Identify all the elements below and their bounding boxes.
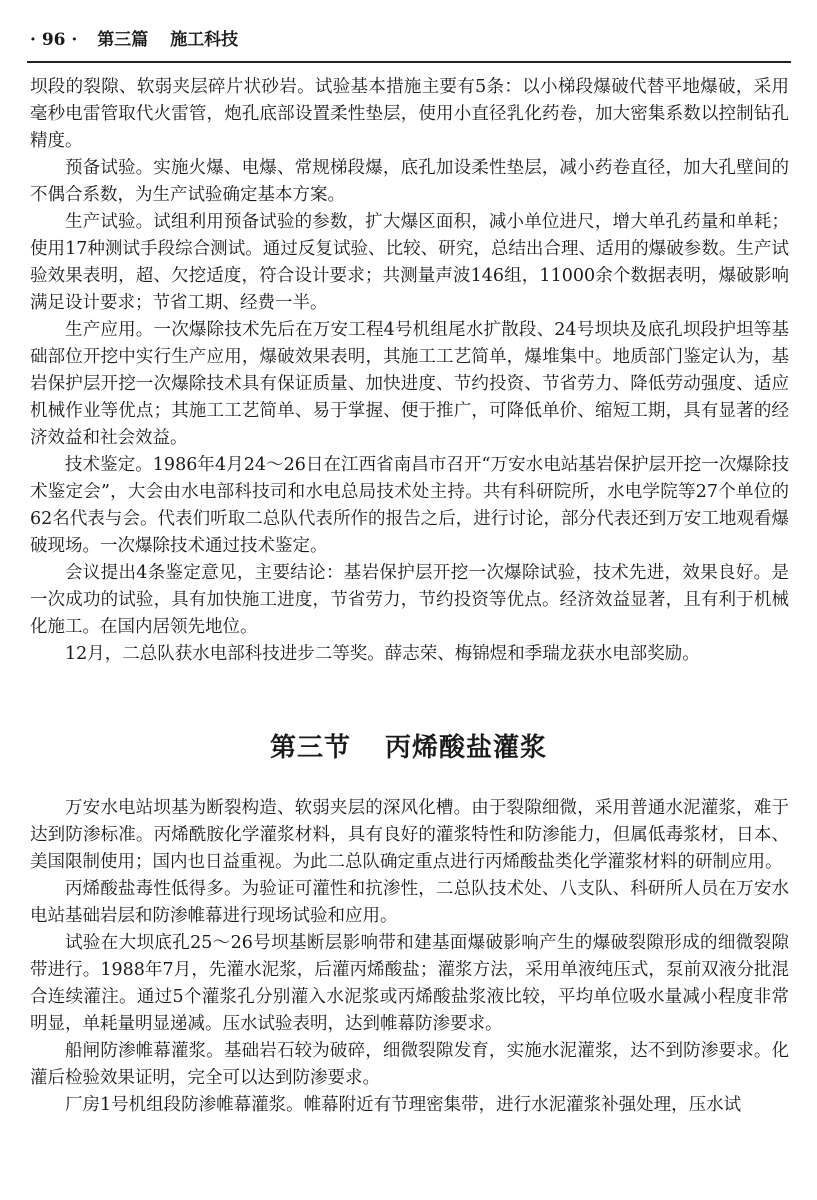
paragraph: 丙烯酸盐毒性低得多。为验证可灌性和抗渗性，二总队技术处、八支队、科研所人员在万安水电站基础岩层和防渗帷幕进行现场试验和应用。 — [30, 879, 789, 926]
body-text-upper — [30, 74, 789, 668]
paragraph: 试验在大坝底孔25～26号坝基断层影响带和建基面爆破影响产生的爆破裂隙形成的细微裂隙带进行。1988年7月，先灌水泥浆，后灌丙烯酸盐；灌浆方法，采用单液纯压式，泵前双液分批混合连续灌注。通过5个灌浆孔分别灌入水泥浆或丙烯酸盐浆液比较，平均单位吸水量减小程度非常明显，单耗量明显递减。压水试验表明，达到帷幕防渗要求。 — [30, 933, 789, 1034]
header-rule — [27, 61, 791, 63]
paragraph: 12月，二总队获水电部科技进步二等奖。薛志荣、梅锦煜和季瑞龙获水电部奖励。 — [65, 644, 700, 664]
paragraph: 生产试验。试组利用预备试验的参数，扩大爆区面积，减小单位进尺，增大单孔药量和单耗；使用17种测试手段综合测试。通过反复试验、比较、研究，总结出合理、适用的爆破参数。生产试验效果表明，超、欠挖适度，符合设计要求；共测量声波146组，11000余个数据表明，爆破影响满足设计要求；节省工期、经费一半。 — [30, 212, 789, 313]
part-label: 第三篇 — [97, 30, 149, 50]
paragraph: 坝段的裂隙、软弱夹层碎片状砂岩。试验基本措施主要有5条：以小梯段爆破代替平地爆破，采用毫秒电雷管取代火雷管，炮孔底部设置柔性垫层，使用小直径乳化药卷，加大密集系数以控制钻孔精度。 — [30, 77, 789, 151]
paragraph: 万安水电站坝基为断裂构造、软弱夹层的深风化槽。由于裂隙细微，采用普通水泥灌浆，难于达到防渗标准。丙烯酰胺化学灌浆材料，具有良好的灌浆特性和防渗能力，但属低毒浆材，日本、美国限制使用；国内也日益重视。为此二总队确定重点进行丙烯酸盐类化学灌浆材料的研制应用。 — [30, 798, 789, 872]
paragraph: 会议提出4条鉴定意见，主要结论：基岩保护层开挖一次爆除试验，技术先进，效果良好。是一次成功的试验，具有加快施工进度，节省劳力，节约投资等优点。经济效益显著，且有利于机械化施工。在国内居领先地位。 — [30, 563, 789, 637]
paragraph: 技术鉴定。1986年4月24～26日在江西省南昌市召开“万安水电站基岩保护层开挖一次爆除技术鉴定会”，大会由水电部科技司和水电总局技术处主持。共有科研院所，水电学院等27个单位的62名代表与会。代表们听取二总队代表所作的报告之后，进行讨论，部分代表还到万安工地观看爆破现场。一次爆除技术通过技术鉴定。 — [30, 455, 789, 556]
running-header — [30, 28, 238, 52]
page-number: · 96 · — [30, 30, 78, 50]
section-heading — [0, 730, 817, 766]
paragraph: 生产应用。一次爆除技术先后在万安工程4号机组尾水扩散段、24号坝块及底孔坝段护坦等基础部位开挖中实行生产应用，爆破效果表明，其施工工艺简单，爆堆集中。地质部门鉴定认为，基岩保护层开挖一次爆除技术具有保证质量、加快进度、节约投资、节省劳力、降低劳动强度、适应机械作业等优点；其施工工艺简单、易于掌握、便于推广，可降低单价、缩短工期，具有显著的经济效益和社会效益。 — [30, 320, 789, 448]
section-number: 第三节 — [269, 733, 351, 763]
paragraph: 厂房1号机组段防渗帷幕灌浆。帷幕附近有节理密集带，进行水泥灌浆补强处理，压水试 — [65, 1095, 742, 1115]
paragraph: 预备试验。实施火爆、电爆、常规梯段爆，底孔加设柔性垫层，减小药卷直径，加大孔壁间的不偶合系数，为生产试验确定基本方案。 — [30, 158, 789, 205]
paragraph: 船闸防渗帷幕灌浆。基础岩石较为破碎，细微裂隙发育，实施水泥灌浆，达不到防渗要求。化灌后检验效果证明，完全可以达到防渗要求。 — [30, 1041, 789, 1088]
section-title: 丙烯酸盐灌浆 — [385, 733, 548, 763]
part-title: 施工科技 — [170, 30, 239, 50]
body-text-lower — [30, 795, 789, 1119]
